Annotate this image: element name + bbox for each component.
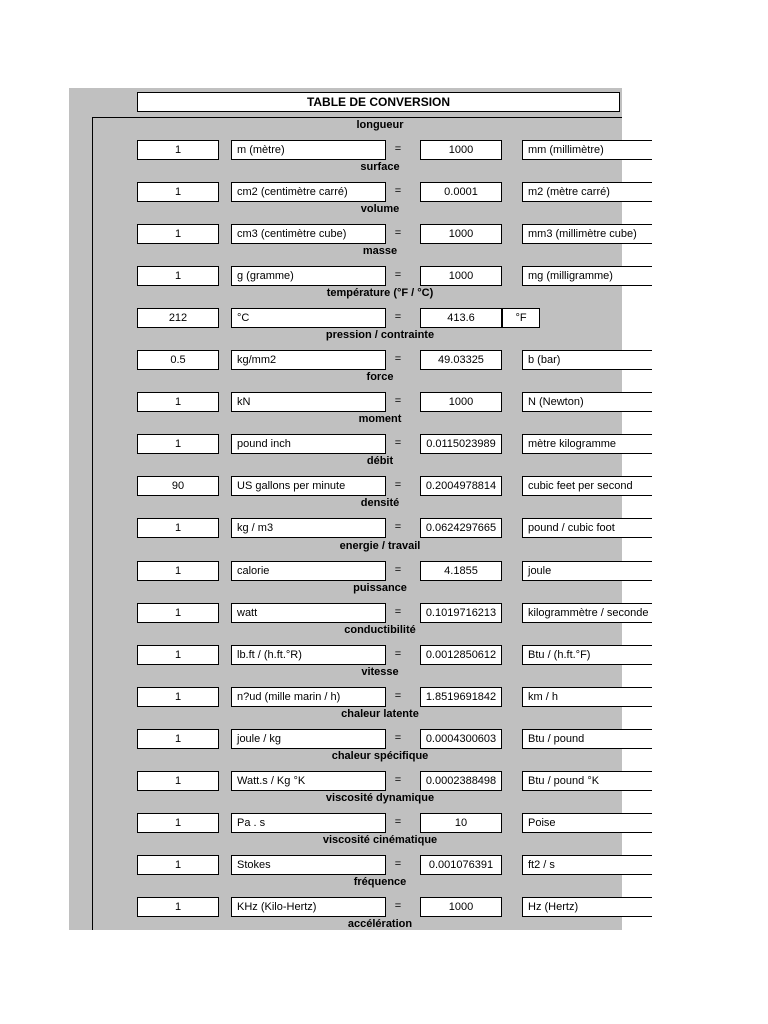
target-unit-field[interactable]: Btu / pound °K — [522, 771, 652, 791]
result-value: 0.0624297665 — [420, 518, 502, 538]
result-value: 0.0115023989 — [420, 434, 502, 454]
section-label: fréquence — [353, 876, 407, 888]
quantity-input[interactable]: 1 — [137, 140, 219, 160]
equals-sign: = — [394, 606, 402, 618]
equals-sign: = — [394, 353, 402, 365]
target-unit-field[interactable]: mg (milligramme) — [522, 266, 652, 286]
result-value: 1000 — [420, 392, 502, 412]
section-label: chaleur spécifique — [331, 750, 429, 762]
section-label: longueur — [356, 119, 404, 131]
equals-sign: = — [394, 774, 402, 786]
quantity-input[interactable]: 1 — [137, 518, 219, 538]
section-label: energie / travail — [339, 540, 421, 552]
target-unit-field[interactable]: Btu / pound — [522, 729, 652, 749]
result-value: 49.03325 — [420, 350, 502, 370]
quantity-input[interactable]: 1 — [137, 855, 219, 875]
target-unit-field[interactable]: km / h — [522, 687, 652, 707]
equals-sign: = — [394, 648, 402, 660]
target-unit-field[interactable]: b (bar) — [522, 350, 652, 370]
result-value: 4.1855 — [420, 561, 502, 581]
section-label: densité — [360, 497, 400, 509]
target-unit-field[interactable]: Poise — [522, 813, 652, 833]
target-unit-field[interactable]: Btu / (h.ft.°F) — [522, 645, 652, 665]
target-unit-field[interactable]: mètre kilogramme — [522, 434, 652, 454]
source-unit-field[interactable]: Pa . s — [231, 813, 386, 833]
section-label: conductibilité — [344, 624, 416, 636]
section-label: masse — [362, 245, 398, 257]
equals-sign: = — [394, 437, 402, 449]
source-unit-field[interactable]: cm2 (centimètre carré) — [231, 182, 386, 202]
equals-sign: = — [394, 479, 402, 491]
equals-sign: = — [394, 185, 402, 197]
result-value: 1000 — [420, 224, 502, 244]
frame-line-left — [92, 117, 93, 930]
equals-sign: = — [394, 732, 402, 744]
section-label-acceleration: accélération — [347, 918, 413, 930]
quantity-input[interactable]: 1 — [137, 729, 219, 749]
result-value: 0.1019716213 — [420, 603, 502, 623]
section-label: surface — [360, 161, 400, 173]
equals-sign: = — [394, 395, 402, 407]
result-value: 413.6 — [420, 308, 502, 328]
target-unit-field[interactable]: mm (millimètre) — [522, 140, 652, 160]
section-label: moment — [358, 413, 402, 425]
quantity-input[interactable]: 1 — [137, 434, 219, 454]
source-unit-field[interactable]: US gallons per minute — [231, 476, 386, 496]
result-value: 0.001076391 — [420, 855, 502, 875]
equals-sign: = — [394, 900, 402, 912]
quantity-input[interactable]: 1 — [137, 603, 219, 623]
section-label: viscosité cinématique — [322, 834, 438, 846]
source-unit-field[interactable]: lb.ft / (h.ft.°R) — [231, 645, 386, 665]
source-unit-field[interactable]: KHz (Kilo-Hertz) — [231, 897, 386, 917]
result-value: 0.2004978814 — [420, 476, 502, 496]
source-unit-field[interactable]: Stokes — [231, 855, 386, 875]
section-label: puissance — [353, 582, 407, 594]
section-label: débit — [366, 455, 394, 467]
target-unit-field[interactable]: kilogrammètre / seconde — [522, 603, 652, 623]
equals-sign: = — [394, 816, 402, 828]
result-value: 1000 — [420, 140, 502, 160]
equals-sign: = — [394, 311, 402, 323]
quantity-input[interactable]: 1 — [137, 813, 219, 833]
page-title: TABLE DE CONVERSION — [137, 92, 620, 112]
target-unit-field[interactable]: m2 (mètre carré) — [522, 182, 652, 202]
source-unit-field[interactable]: kg/mm2 — [231, 350, 386, 370]
target-unit-field[interactable]: °F — [502, 308, 540, 328]
source-unit-field[interactable]: kN — [231, 392, 386, 412]
source-unit-field[interactable]: calorie — [231, 561, 386, 581]
quantity-input[interactable]: 1 — [137, 561, 219, 581]
result-value: 1000 — [420, 897, 502, 917]
result-value: 0.0001 — [420, 182, 502, 202]
quantity-input[interactable]: 0.5 — [137, 350, 219, 370]
quantity-input[interactable]: 1 — [137, 266, 219, 286]
result-value: 0.0004300603 — [420, 729, 502, 749]
equals-sign: = — [394, 521, 402, 533]
target-unit-field[interactable]: cubic feet per second — [522, 476, 652, 496]
quantity-input[interactable]: 1 — [137, 224, 219, 244]
source-unit-field[interactable]: °C — [231, 308, 386, 328]
quantity-input[interactable]: 1 — [137, 687, 219, 707]
section-label: chaleur latente — [341, 708, 419, 720]
section-label: volume — [360, 203, 400, 215]
section-label: viscosité dynamique — [325, 792, 435, 804]
section-label: température (°F / °C) — [326, 287, 434, 299]
target-unit-field[interactable]: ft2 / s — [522, 855, 652, 875]
result-value: 0.0012850612 — [420, 645, 502, 665]
source-unit-field[interactable]: g (gramme) — [231, 266, 386, 286]
target-unit-field[interactable]: mm3 (millimètre cube) — [522, 224, 652, 244]
source-unit-field[interactable]: pound inch — [231, 434, 386, 454]
result-value: 1.8519691842 — [420, 687, 502, 707]
section-label: pression / contrainte — [325, 329, 435, 341]
section-label: vitesse — [361, 666, 399, 678]
result-value: 1000 — [420, 266, 502, 286]
source-unit-field[interactable]: n?ud (mille marin / h) — [231, 687, 386, 707]
equals-sign: = — [394, 564, 402, 576]
source-unit-field[interactable]: Watt.s / Kg °K — [231, 771, 386, 791]
quantity-input[interactable]: 1 — [137, 182, 219, 202]
source-unit-field[interactable]: cm3 (centimètre cube) — [231, 224, 386, 244]
target-unit-field[interactable]: Hz (Hertz) — [522, 897, 652, 917]
source-unit-field[interactable]: joule / kg — [231, 729, 386, 749]
quantity-input[interactable]: 1 — [137, 392, 219, 412]
source-unit-field[interactable]: m (mètre) — [231, 140, 386, 160]
result-value: 0.0002388498 — [420, 771, 502, 791]
equals-sign: = — [394, 690, 402, 702]
target-unit-field[interactable]: joule — [522, 561, 652, 581]
quantity-input[interactable]: 90 — [137, 476, 219, 496]
equals-sign: = — [394, 269, 402, 281]
source-unit-field[interactable]: watt — [231, 603, 386, 623]
equals-sign: = — [394, 227, 402, 239]
target-unit-field[interactable]: pound / cubic foot — [522, 518, 652, 538]
result-value: 10 — [420, 813, 502, 833]
source-unit-field[interactable]: kg / m3 — [231, 518, 386, 538]
target-unit-field[interactable]: N (Newton) — [522, 392, 652, 412]
quantity-input[interactable]: 212 — [137, 308, 219, 328]
quantity-input[interactable]: 1 — [137, 771, 219, 791]
equals-sign: = — [394, 143, 402, 155]
section-label: force — [366, 371, 394, 383]
equals-sign: = — [394, 858, 402, 870]
quantity-input[interactable]: 1 — [137, 897, 219, 917]
quantity-input[interactable]: 1 — [137, 645, 219, 665]
